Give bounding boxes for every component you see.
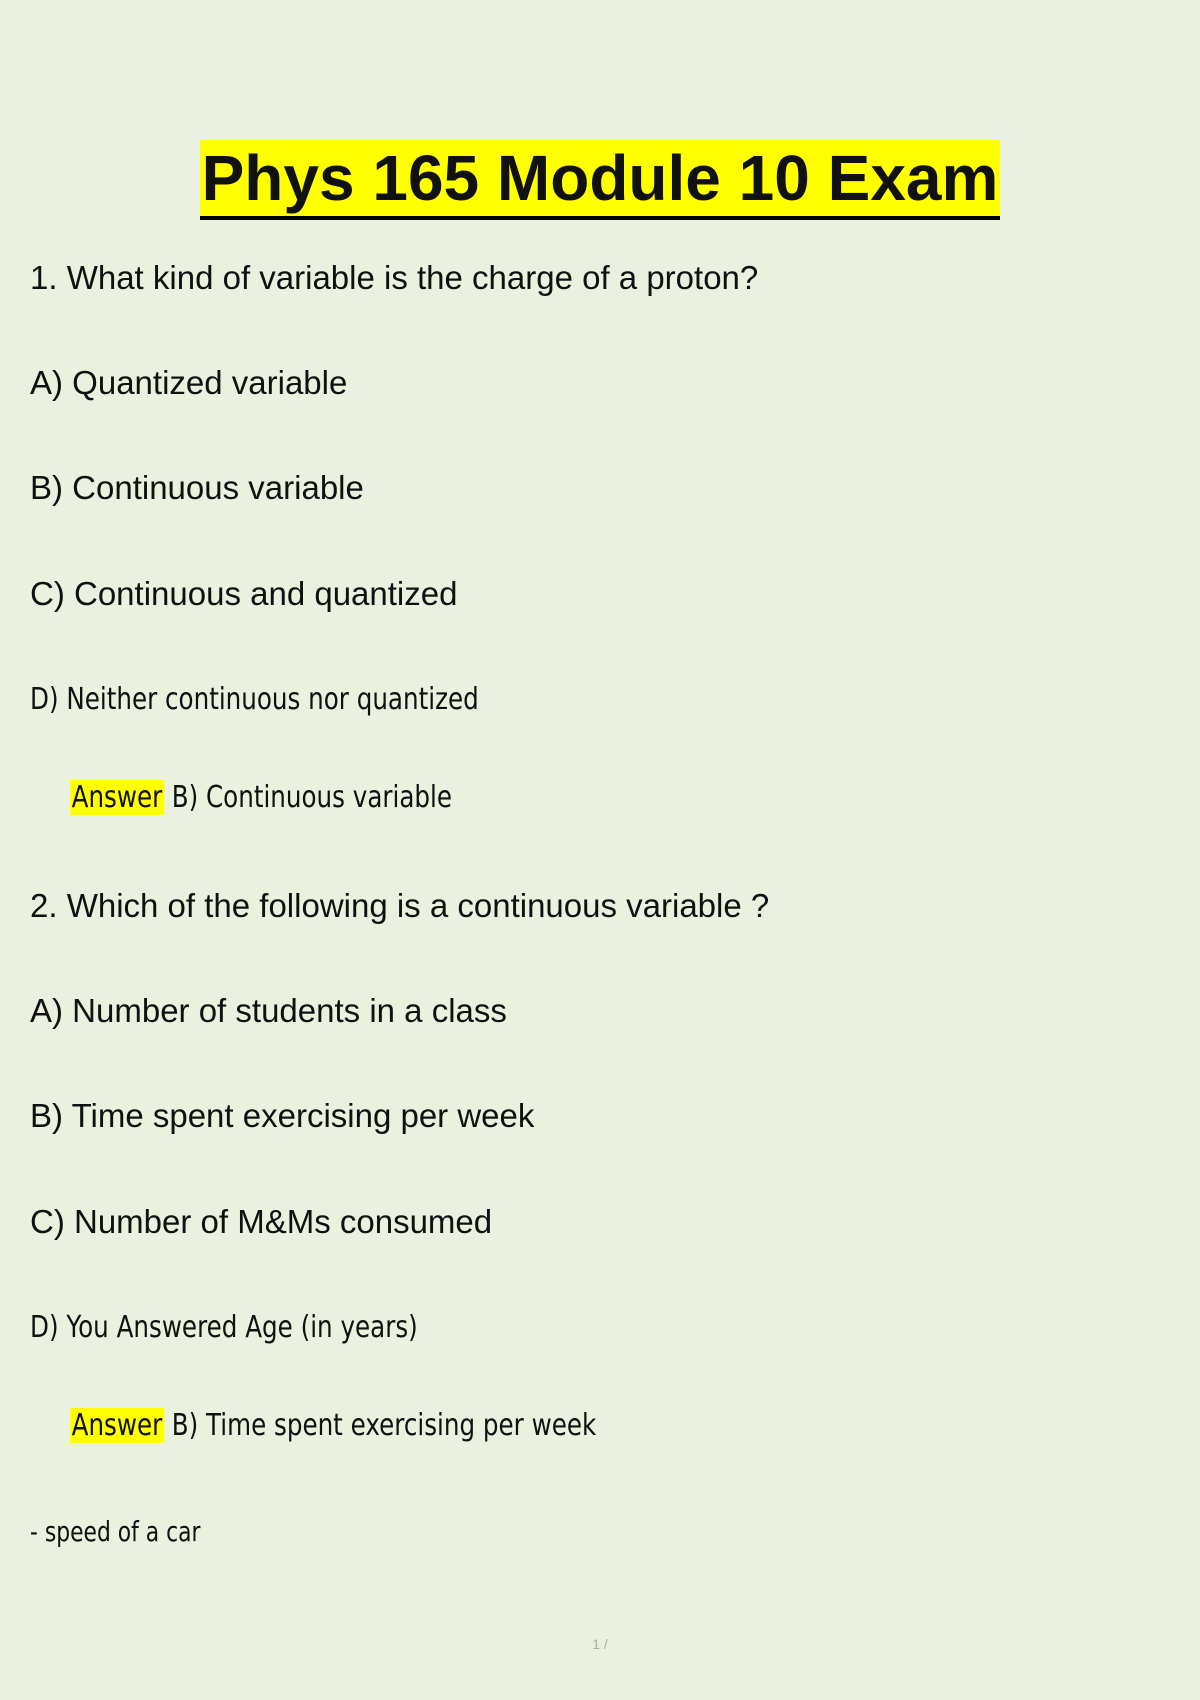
title-wrap [0, 140, 1200, 220]
question-2-prompt: 2. Which of the following is a continuous variable ? [30, 887, 770, 924]
question-2-option-c: C) Number of M&Ms consumed [30, 1203, 493, 1240]
answer-label: Answer [71, 780, 163, 815]
answer-label: Answer [71, 1408, 163, 1443]
answer-text: B) Time spent exercising per week [163, 1408, 597, 1443]
question-1-option-c: C) Continuous and quantized [30, 575, 458, 612]
page-number: 1 / [592, 1636, 608, 1652]
answer-text: B) Continuous variable [163, 780, 453, 815]
question-1-prompt: 1. What kind of variable is the charge of a proton? [30, 259, 759, 296]
page-title: Phys 165 Module 10 Exam [200, 140, 1001, 220]
note-text: - speed of a car [30, 1515, 201, 1548]
question-2-option-a: A) Number of students in a class [30, 992, 507, 1029]
question-2-answer [70, 1406, 596, 1446]
question-1-option-d: D) Neither continuous nor quantized [30, 682, 479, 717]
question-2-option-d: D) You Answered Age (in years) [30, 1310, 418, 1345]
question-1-answer [70, 778, 452, 818]
question-1-option-a: A) Quantized variable [30, 364, 348, 401]
question-1-option-b: B) Continuous variable [30, 469, 364, 506]
question-2-option-b: B) Time spent exercising per week [30, 1097, 535, 1134]
